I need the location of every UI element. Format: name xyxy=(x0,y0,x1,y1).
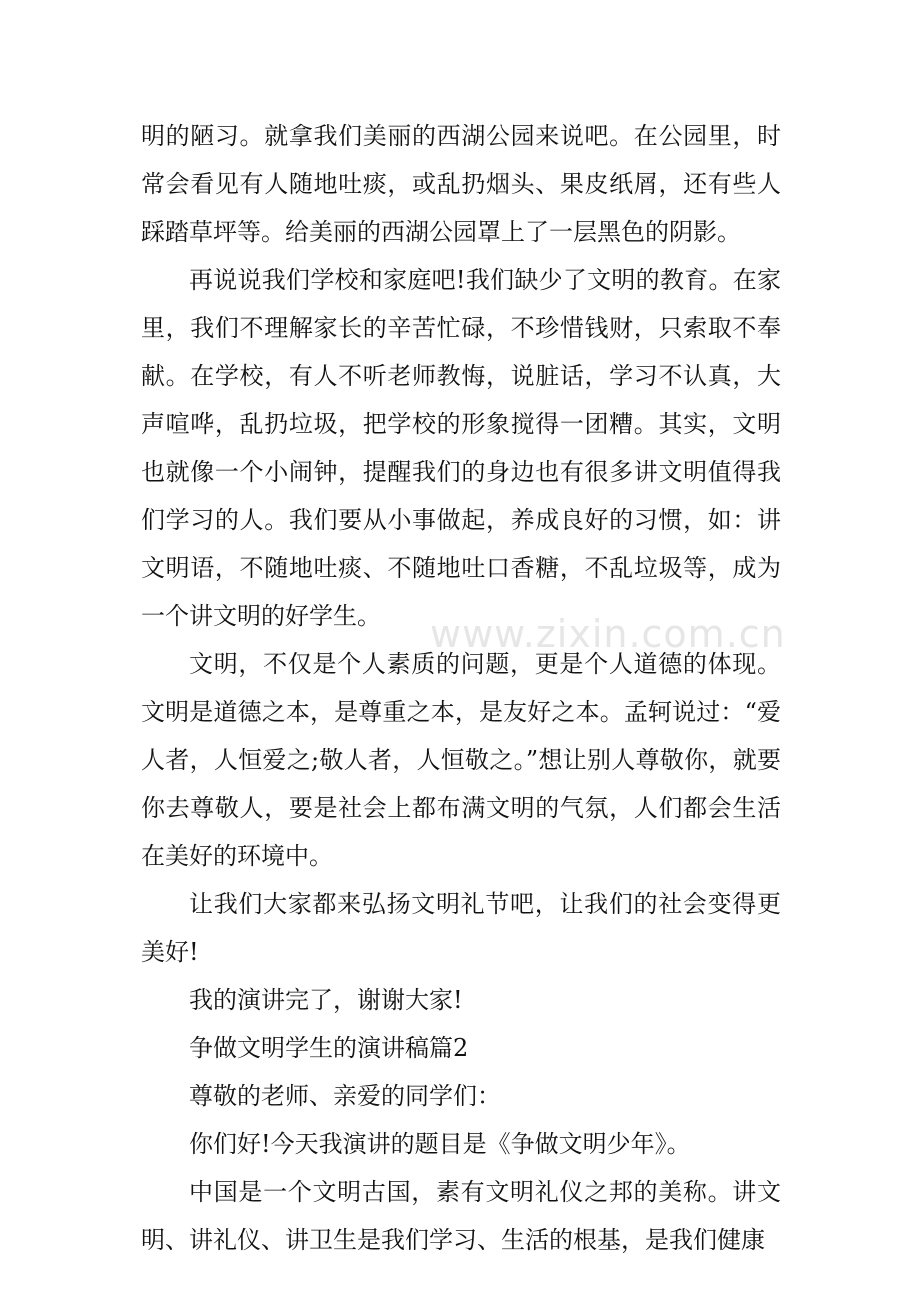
paragraph-1: 明的陋习。就拿我们美丽的西湖公园来说吧。在公园里，时常会看见有人随地吐痰，或乱扔烟头、果皮纸屑，还有些人踩踏草坪等。给美丽的西湖公园罩上了一层黑色的阴影。 xyxy=(141,122,781,246)
paragraph-4: 让我们大家都来弘扬文明礼节吧，让我们的社会变得更美好! xyxy=(141,890,781,966)
salutation: 尊敬的老师、亲爱的同学们： xyxy=(189,1082,501,1110)
document-body xyxy=(141,112,781,1264)
watermark: www.zixin.com.cn xyxy=(430,612,786,656)
greeting: 你们好!今天我演讲的题目是《争做文明少年》。 xyxy=(189,1130,691,1158)
section-title: 争做文明学生的演讲稿篇2 xyxy=(189,1034,469,1062)
paragraph-3: 文明，不仅是个人素质的问题，更是个人道德的体现。文明是道德之本，是尊重之本，是友好之本。孟轲说过：“爱人者，人恒爱之;敬人者，人恒敬之。”想让别人尊敬你，就要你去尊敬人，要是社会上都布满文明的气氛，人们都会生活在美好的环境中。 xyxy=(141,650,781,870)
paragraph-5: 我的演讲完了，谢谢大家! xyxy=(189,986,463,1014)
paragraph-9: 中国是一个文明古国，素有文明礼仪之邦的美称。讲文明、讲礼仪、讲卫生是我们学习、生活的根基，是我们健康 xyxy=(141,1178,781,1254)
paragraph-2: 再说说我们学校和家庭吧!我们缺少了文明的教育。在家里，我们不理解家长的辛苦忙碌，不珍惜钱财，只索取不奉献。在学校，有人不听老师教悔，说脏话，学习不认真，大声喧哗，乱扔垃圾，把学校的形象搅得一团糟。其实，文明也就像一个小闹钟，提醒我们的身边也有很多讲文明值得我们学习的人。我们要从小事做起，养成良好的习惯，如：讲文明语，不随地吐痰、不随地吐口香糖，不乱垃圾等，成为一个讲文明的好学生。 xyxy=(141,266,781,630)
